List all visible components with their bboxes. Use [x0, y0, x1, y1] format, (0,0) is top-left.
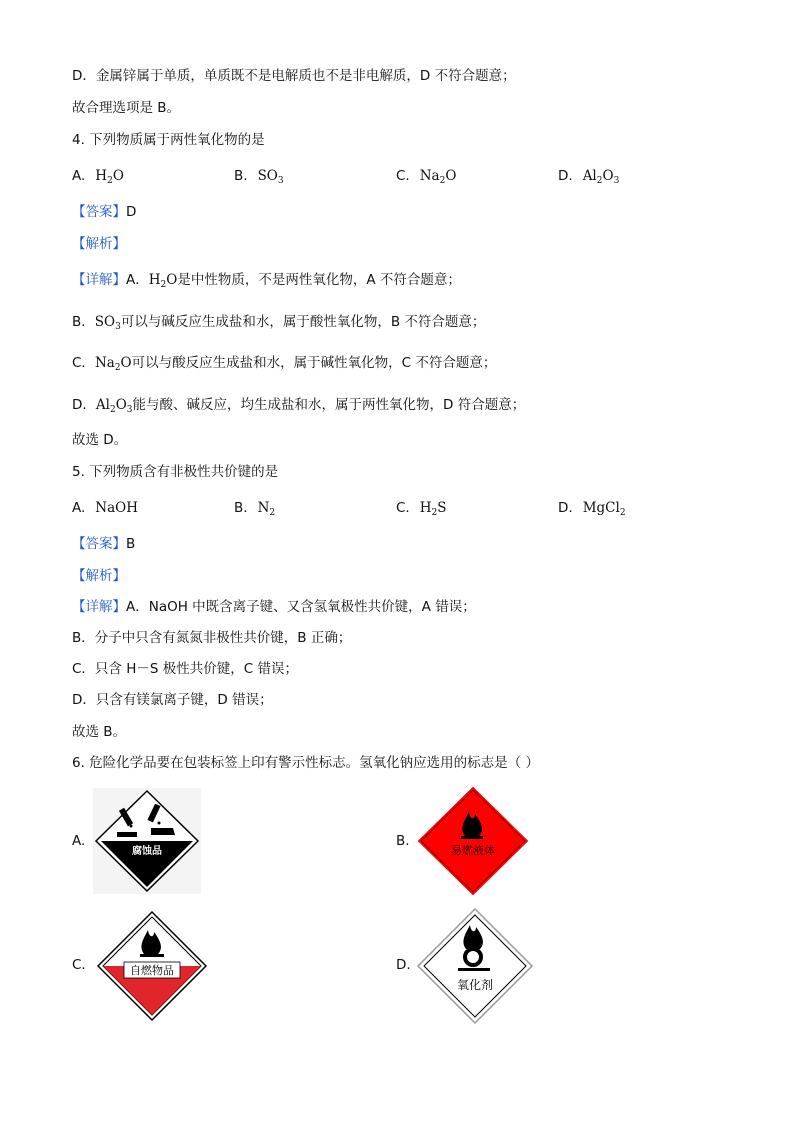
q5-detail-c: C．只含 H－S 极性共价键，C 错误；	[72, 661, 298, 677]
q5-analysis-label: 【解析】	[72, 568, 126, 584]
spontaneous-combustion-sign	[96, 910, 208, 1022]
q5-conclusion: 故选 B。	[72, 724, 127, 740]
q5-answer: 【答案】B	[72, 536, 136, 552]
sign-label: 自燃物品	[130, 964, 174, 977]
sign-label: 易燃液体	[451, 844, 495, 857]
q5-option-b: B. $N_2$	[234, 500, 276, 518]
question-5-stem: 5. 下列物质含有非极性共价键的是	[72, 464, 279, 480]
text-line: 故合理选项是 B。	[72, 100, 181, 116]
q4-detail-c: C．$Na_2O$可以与酸反应生成盐和水，属于碱性氧化物，C 不符合题意；	[72, 355, 497, 373]
q4-detail-d: D．$Al_2O_3$能与酸、碱反应，均生成盐和水，属于两性氧化物，D 符合题意；	[72, 397, 526, 415]
q4-option-a: A. $H_2O$	[72, 168, 124, 186]
q6-option-d-letter: D.	[396, 957, 411, 973]
q5-detail-b: B．分子中只含有氮氮非极性共价键，B 正确；	[72, 630, 352, 646]
q4-analysis-label: 【解析】	[72, 236, 126, 252]
q4-option-d: D. $Al_2O_3$	[558, 168, 620, 186]
flammable-liquid-sign	[415, 784, 531, 898]
corrosive-hazard-sign	[93, 788, 201, 894]
q5-option-c: C. $H_2S$	[396, 500, 447, 518]
text-line: D．金属锌属于单质，单质既不是电解质也不是非电解质，D 不符合题意；	[72, 68, 516, 84]
q4-detail-b: B．$SO_3$可以与碱反应生成盐和水，属于酸性氧化物，B 不符合题意；	[72, 314, 486, 332]
q4-detail-a: 【详解】A．$H_2O$是中性物质，不是两性氧化物，A 不符合题意；	[72, 272, 461, 290]
q4-option-b: B. $SO_3$	[234, 168, 284, 186]
q5-option-a: A. NaOH	[72, 500, 138, 516]
oxidizer-sign	[416, 907, 534, 1025]
sign-label: 腐蚀品	[132, 846, 162, 857]
q5-detail-a: 【详解】A．NaOH 中既含离子键、又含氢氧极性共价键，A 错误；	[72, 599, 476, 615]
q6-option-a-letter: A.	[72, 833, 86, 849]
q4-conclusion: 故选 D。	[72, 432, 128, 448]
q4-option-c: C. $Na_2O$	[396, 168, 457, 186]
q6-option-c-letter: C.	[72, 957, 86, 973]
sign-label: 氧化剂	[456, 978, 494, 992]
q5-detail-d: D．只含有镁氯离子键，D 错误；	[72, 692, 273, 708]
q5-option-d: D. MgCl$_2$	[558, 500, 626, 518]
q4-answer: 【答案】D	[72, 204, 137, 220]
question-4-stem: 4. 下列物质属于两性氧化物的是	[72, 132, 265, 148]
q6-option-b-letter: B.	[396, 833, 410, 849]
question-6-stem: 6. 危险化学品要在包装标签上印有警示性标志。氢氧化钠应选用的标志是（ ）	[72, 755, 539, 771]
